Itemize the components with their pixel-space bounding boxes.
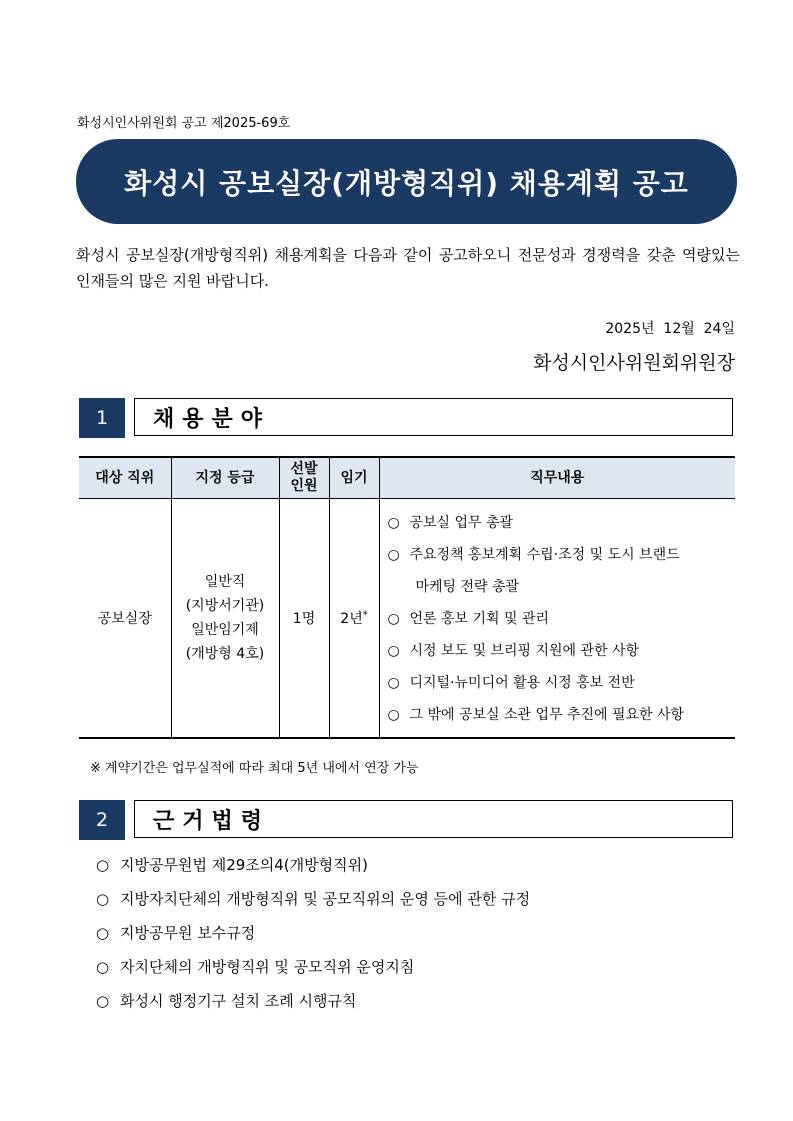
duty-text: 시정 보도 및 브리핑 지원에 관한 사항	[409, 643, 640, 659]
grade-line: 일반직	[204, 574, 246, 590]
circle-bullet-icon: ○	[387, 707, 400, 723]
list-item	[96, 916, 530, 950]
duty-text: 그 밖에 공보실 소관 업무 추진에 필요한 사항	[409, 707, 685, 723]
header-headcount-line2: 인원	[290, 478, 318, 494]
recruitment-table	[79, 456, 735, 739]
header-headcount-line1: 선발	[290, 461, 318, 477]
grade-line: (개방형 4호)	[185, 646, 265, 662]
list-item	[96, 984, 530, 1018]
legal-basis-list	[96, 848, 530, 1018]
duty-item	[388, 635, 736, 667]
list-item	[96, 950, 530, 984]
duty-item	[388, 507, 736, 539]
section-2-title: 근거법령	[134, 800, 733, 838]
header-grade: 지정 등급	[171, 457, 279, 499]
list-item	[96, 882, 530, 916]
circle-bullet-icon: ○	[96, 856, 110, 874]
contract-note: ※ 계약기간은 업무실적에 따라 최대 5년 내에서 연장 가능	[90, 761, 419, 776]
cell-duties	[379, 499, 735, 739]
section-2-number: 2	[79, 800, 125, 840]
header-duties: 직무내용	[379, 457, 735, 499]
duty-text: 디지털·뉴미디어 활용 시정 홍보 전반	[409, 675, 635, 691]
table-header-row	[79, 457, 735, 499]
grade-line: 일반임기제	[191, 622, 259, 638]
issuing-authority: 화성시인사위원회위원장	[533, 352, 735, 374]
intro-paragraph: 화성시 공보실장(개방형직위) 채용계획을 다음과 같이 공고하오니 전문성과 경쟁력을 갖춘 역량있는 인재들의 많은 지원 바랍니다.	[76, 246, 740, 290]
list-item	[96, 848, 530, 882]
duty-text: 언론 홍보 기획 및 관리	[409, 611, 550, 627]
duty-item	[388, 603, 736, 635]
section-1-number: 1	[79, 398, 125, 438]
circle-bullet-icon: ○	[96, 924, 110, 942]
term-value: 2년	[340, 611, 363, 627]
circle-bullet-icon: ○	[96, 992, 110, 1010]
notice-date: 2025년 12월 24일	[605, 321, 735, 337]
cell-term	[329, 499, 379, 739]
law-text: 화성시 행정기구 설치 조례 시행규칙	[120, 992, 357, 1010]
circle-bullet-icon: ○	[387, 643, 400, 659]
document-title: 화성시 공보실장(개방형직위) 채용계획 공고	[124, 166, 689, 200]
duty-item	[388, 539, 736, 571]
table-row	[79, 499, 735, 739]
circle-bullet-icon: ○	[387, 547, 400, 563]
header-headcount	[279, 457, 329, 499]
circle-bullet-icon: ○	[387, 515, 400, 531]
duty-text: 공보실 업무 총괄	[409, 515, 514, 531]
law-text: 지방공무원 보수규정	[120, 924, 256, 942]
circle-bullet-icon: ○	[387, 675, 400, 691]
circle-bullet-icon: ○	[96, 958, 110, 976]
grade-line: (지방서기관)	[185, 598, 265, 614]
cell-position: 공보실장	[79, 499, 171, 739]
law-text: 자치단체의 개방형직위 및 공모직위 운영지침	[120, 958, 415, 976]
title-banner	[76, 139, 737, 224]
duty-item	[388, 667, 736, 699]
circle-bullet-icon: ○	[387, 611, 400, 627]
header-term: 임기	[329, 457, 379, 499]
section-1-title: 채용분야	[134, 398, 733, 436]
law-text: 지방자치단체의 개방형직위 및 공모직위의 운영 등에 관한 규정	[120, 890, 531, 908]
header-position: 대상 직위	[79, 457, 171, 499]
cell-grade	[171, 499, 279, 739]
law-text: 지방공무원법 제29조의4(개방형직위)	[120, 856, 368, 874]
notice-number: 화성시인사위원회 공고 제2025-69호	[77, 116, 291, 131]
duty-text: 주요정책 홍보계획 수립·조정 및 도시 브랜드	[409, 547, 680, 563]
term-mark: *	[362, 609, 368, 621]
circle-bullet-icon: ○	[96, 890, 110, 908]
cell-headcount: 1명	[279, 499, 329, 739]
duty-continuation: 마케팅 전략 총괄	[415, 579, 520, 595]
duty-item	[388, 699, 736, 731]
